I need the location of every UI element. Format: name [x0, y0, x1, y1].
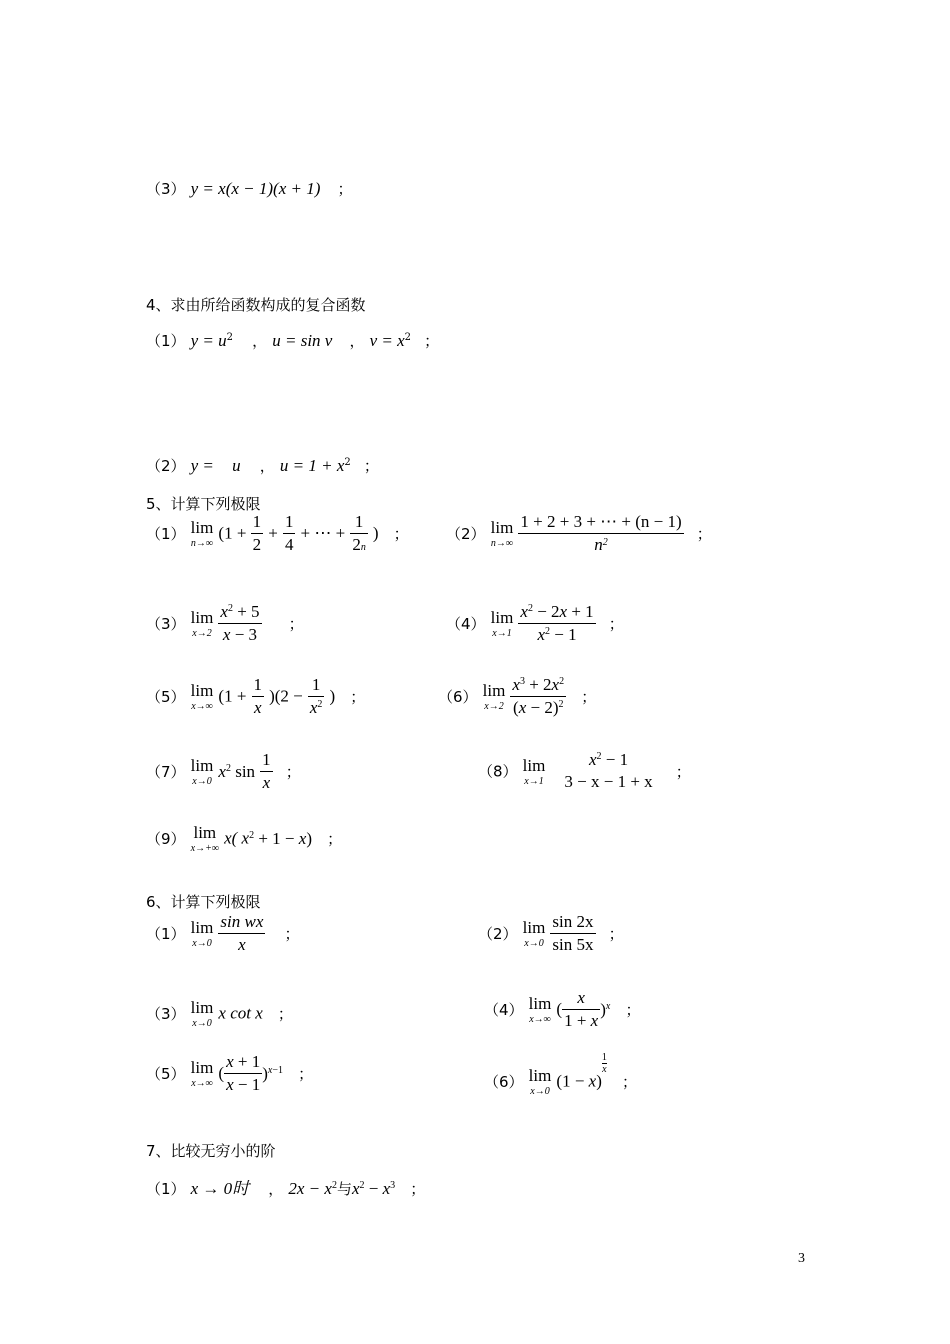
s5-heading: 5、计算下列极限	[146, 495, 261, 513]
limit-operator: lim x→2	[482, 681, 506, 712]
s5-item-6: （6） lim x→2 $\frac{x^3 + 2x^2}{(x - 2)^2}$ ；	[438, 675, 597, 717]
limit-operator: lim x→∞	[190, 1058, 214, 1089]
s6-item-6: （6） lim x→0 (1 − x) $\frac{1}{x}$ ；	[484, 1052, 637, 1097]
limit-operator: lim x→2	[190, 608, 214, 639]
limit-operator: lim x→1	[522, 755, 546, 787]
s7-heading: 7、比较无穷小的阶	[146, 1142, 276, 1160]
limit-operator: lim x→0	[190, 998, 214, 1029]
limit-operator: lim x→0	[522, 918, 546, 949]
s3-item-3: （3） y = x(x − 1)(x + 1) ；	[146, 179, 353, 198]
s6-item-2: （2） lim x→0 $\frac{\sin 2x}{\sin 5x}$ ；	[478, 912, 624, 954]
limit-operator: lim x→0	[190, 756, 214, 787]
limit-operator: lim x→0	[528, 1066, 552, 1097]
s6-item-5: （5） lim x→∞ ( $\frac{x + 1}{x - 1}$ )$^{x-1}$ ；	[146, 1052, 314, 1094]
s5-item-8: （8） lim x→1 $x^2 - 1$ 3 − x − 1 + x ；	[478, 750, 691, 791]
limit-operator: lim x→+∞	[190, 823, 219, 854]
s5-item-9: （9） lim x→+∞ x( $x^2 + 1 - x$) ；	[146, 823, 343, 854]
limit-operator: lim n→∞	[190, 518, 214, 549]
s5-item-2: （2） lim n→∞ $\frac{1 + 2 + 3 + \cdots + (n - 1)}{n^2}$ ；	[446, 512, 712, 554]
s4-item-1: （1） $y = u^2$ ， u = sin v ， $v = x^2$ ；	[146, 331, 440, 350]
s5-item-5: （5） lim x→∞ (1 + $\frac{1}{x}$ )(2 − $\frac{1}{x^2}$ ) ；	[146, 675, 366, 717]
limit-operator: lim x→0	[190, 918, 214, 949]
s6-heading: 6、计算下列极限	[146, 893, 261, 911]
s6-item-4: （4） lim x→∞ ( $\frac{x}{1 + x}$ )$^x$ ；	[484, 988, 641, 1030]
s5-item-1: （1） lim n→∞ (1 + $\frac{1}{2}$ + $\frac{1}{4}$ + ⋯ + $\frac{1}{2n}$ ) ；	[146, 512, 409, 554]
s5-item-7: （7） lim x→0 $x^2$ sin $\frac{1}{x}$ ；	[146, 750, 301, 792]
limit-operator: lim n→∞	[490, 518, 514, 549]
s4-item-2: （2） y = u ， $u = 1 + x^2$ ；	[146, 456, 379, 475]
page-number: 3	[798, 1251, 805, 1266]
s6-item-1: （1） lim x→0 $\frac{\text{sin wx}}{x}$ ；	[146, 912, 300, 954]
s3-p3-expr: y = x(x − 1)(x + 1)	[190, 179, 321, 198]
s5-item-4: （4） lim x→1 $\frac{x^2 - 2x + 1}{x^2 - 1}$ ；	[446, 602, 624, 644]
s5-item-3: （3） lim x→2 $\frac{x^2 + 5}{x - 3}$ ；	[146, 602, 304, 644]
limit-operator: lim x→∞	[190, 681, 214, 712]
s4-heading: 4、求由所给函数构成的复合函数	[146, 296, 366, 314]
limit-operator: lim x→∞	[528, 994, 552, 1025]
s6-item-3: （3） lim x→0 x cot x ；	[146, 998, 293, 1029]
limit-operator: lim x→1	[490, 608, 514, 639]
s7-item-1: （1） x → 0时 ， $2x - x^2$与$x^2 - x^3$ ；	[146, 1179, 426, 1198]
